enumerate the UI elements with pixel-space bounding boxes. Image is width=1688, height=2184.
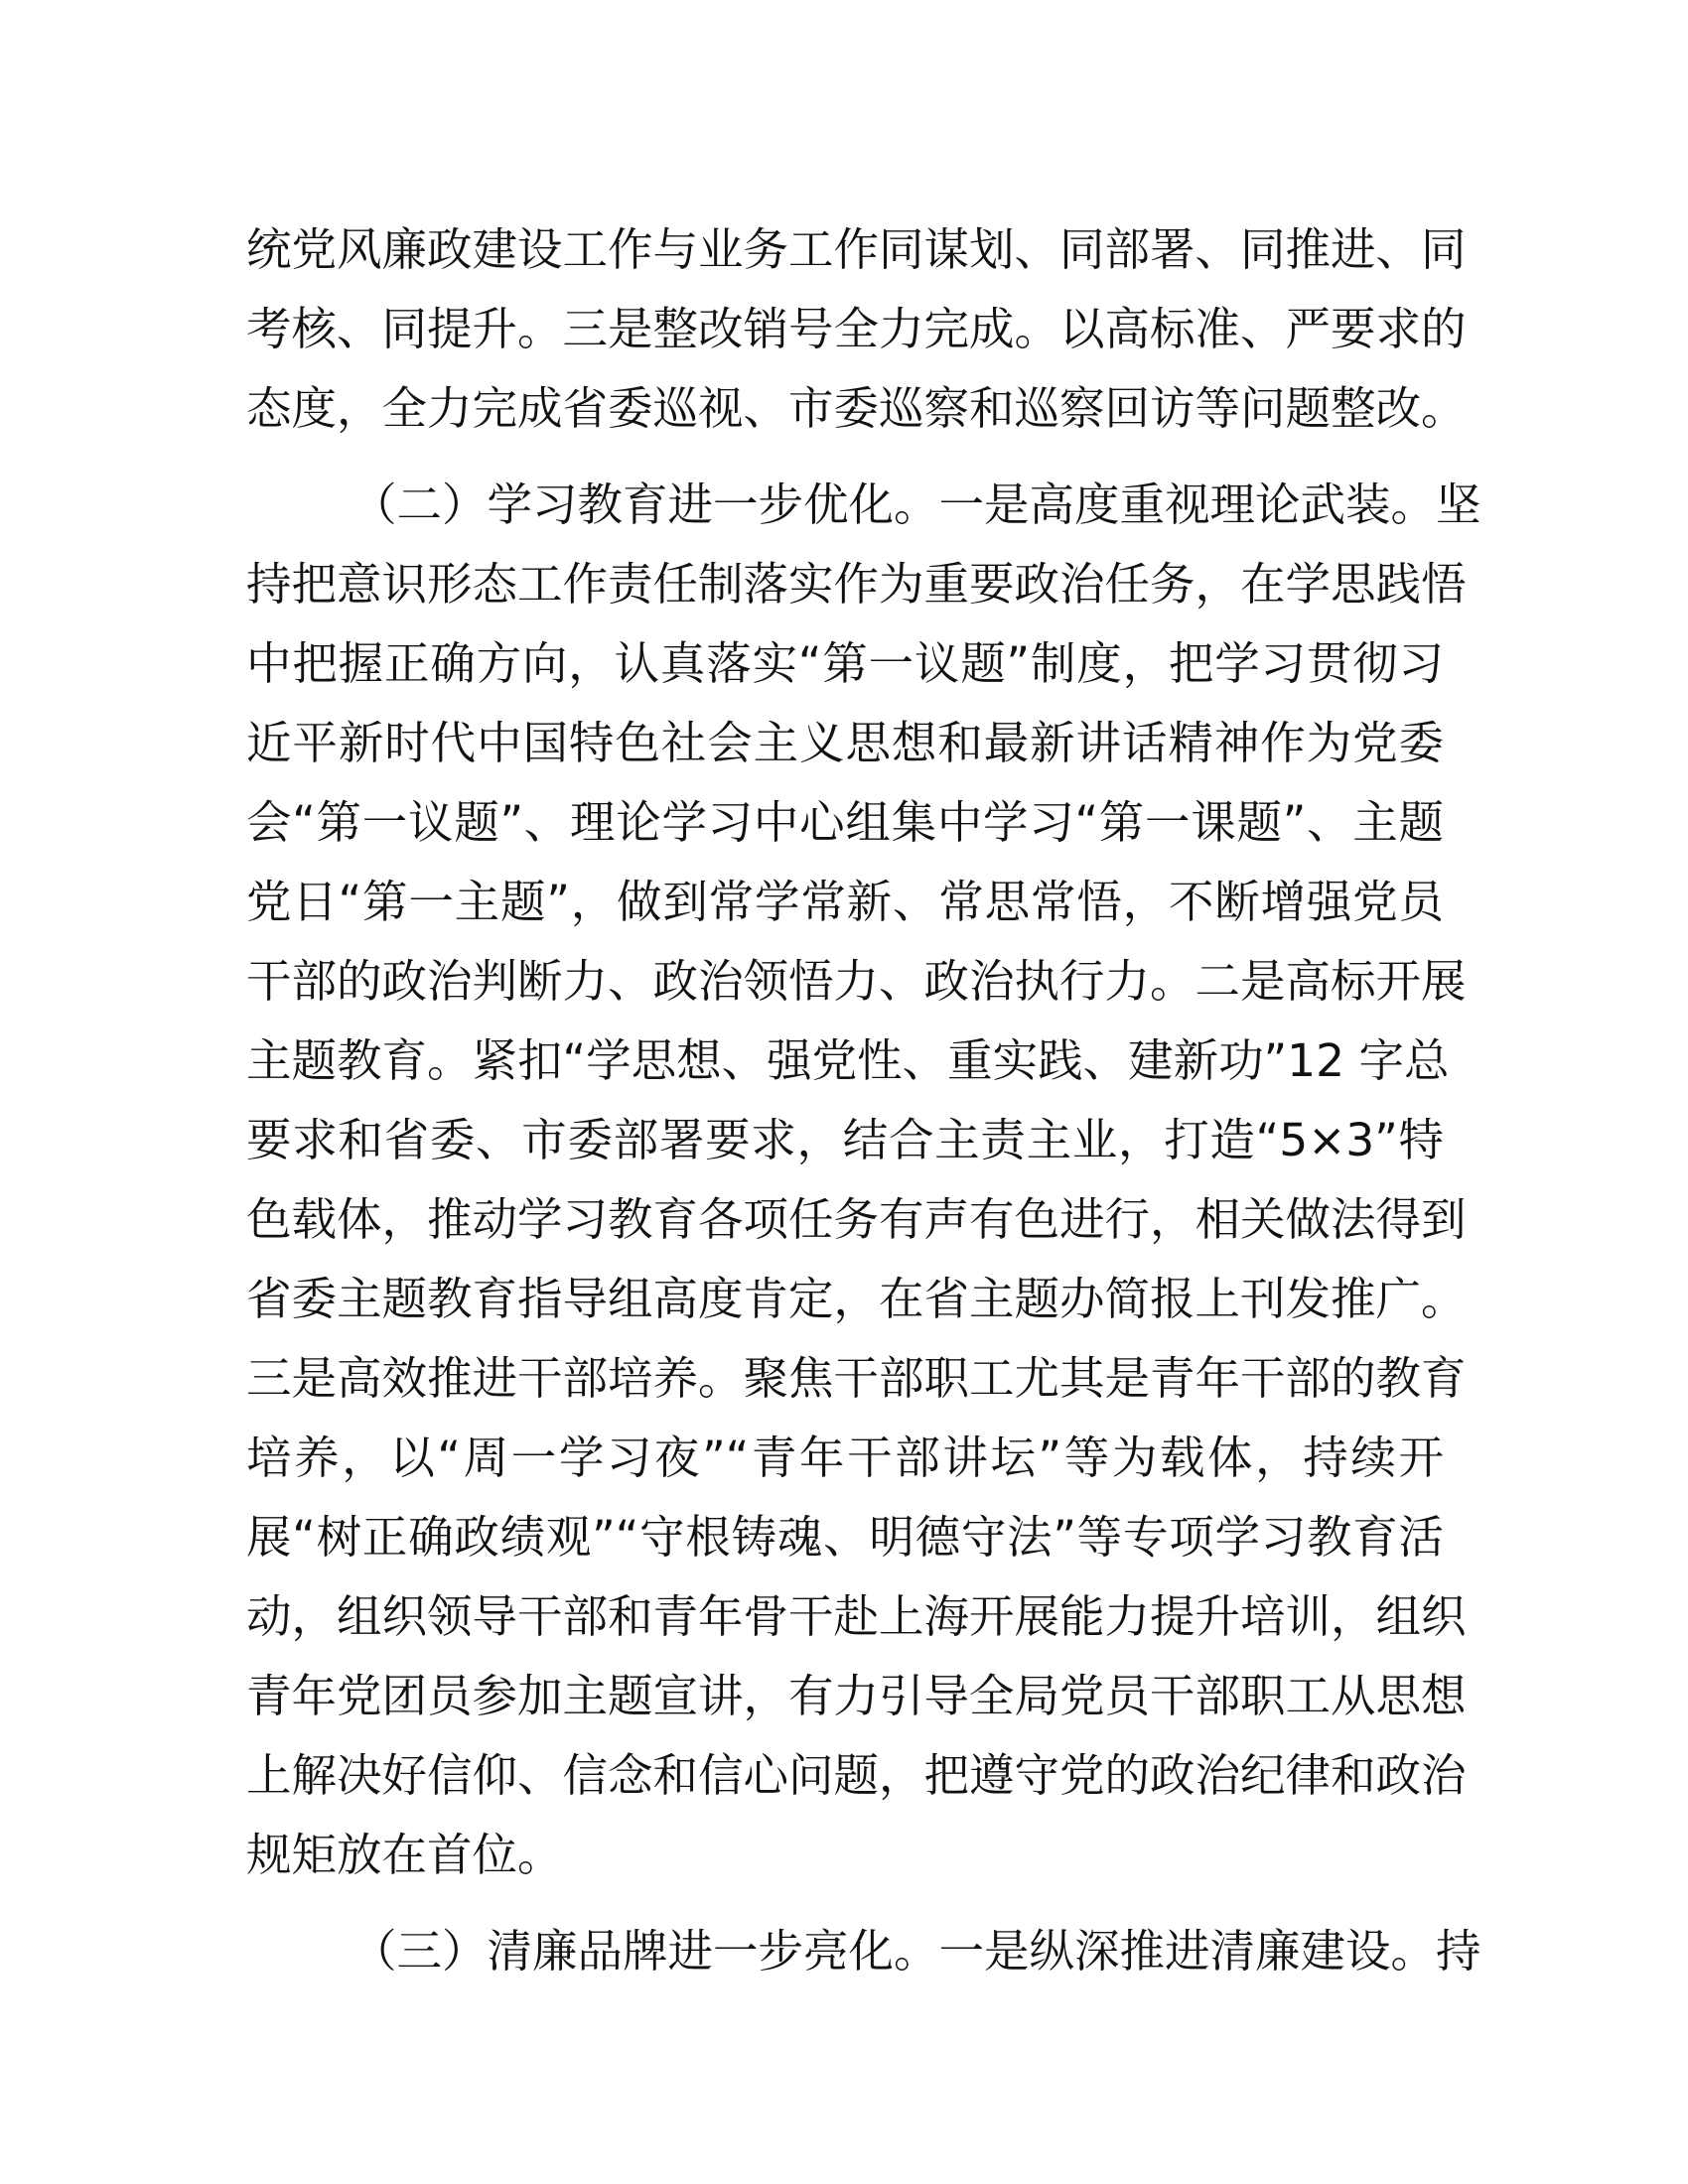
text-line: 规矩放在首位。 <box>246 1829 563 1881</box>
paragraph-spacing <box>246 1895 1444 1912</box>
text-line: 中把握正确方向，认真落实“第一议题”制度，把学习贯彻习 <box>246 637 1444 690</box>
text-line: 会“第一议题”、理论学习中心组集中学习“第一课题”、主题 <box>246 796 1444 849</box>
text-line: （三）清廉品牌进一步亮化。一是纵深推进清廉建设。持 <box>352 1925 1481 1978</box>
text-line: 展“树正确政绩观”“守根铸魂、明德守法”等专项学习教育活 <box>246 1511 1444 1564</box>
text-line: 培养，以“周一学习夜”“青年干部讲坛”等为载体，持续开 <box>246 1432 1444 1484</box>
paragraph-1 <box>246 210 1467 449</box>
body-text <box>246 210 1481 1991</box>
text-line: 动，组织领导干部和青年骨干赴上海开展能力提升培训，组织 <box>246 1590 1467 1643</box>
paragraph-2 <box>246 466 1481 1895</box>
text-line: 考核、同提升。三是整改销号全力完成。以高标准、严要求的 <box>246 303 1467 355</box>
text-line: 持把意识形态工作责任制落实作为重要政治任务，在学思践悟 <box>246 558 1467 611</box>
text-line: 省委主题教育指导组高度肯定，在省主题办简报上刊发推广。 <box>246 1273 1467 1325</box>
text-line: （二）学习教育进一步优化。一是高度重视理论武装。坚 <box>352 478 1481 531</box>
text-line: 三是高效推进干部培养。聚焦干部职工尤其是青年干部的教育 <box>246 1352 1467 1405</box>
text-line: 态度，全力完成省委巡视、市委巡察和巡察回访等问题整改。 <box>246 382 1467 435</box>
text-line: 要求和省委、市委部署要求，结合主责主业，打造“5×3”特 <box>246 1114 1444 1166</box>
paragraph-spacing <box>246 449 1444 466</box>
text-line: 干部的政治判断力、政治领悟力、政治执行力。二是高标开展 <box>246 955 1467 1008</box>
text-line: 上解决好信仰、信念和信心问题，把遵守党的政治纪律和政治 <box>246 1749 1467 1802</box>
text-line: 统党风廉政建设工作与业务工作同谋划、同部署、同推进、同 <box>246 223 1467 276</box>
text-line: 党日“第一主题”，做到常学常新、常思常悟，不断增强党员 <box>246 876 1444 928</box>
text-line: 近平新时代中国特色社会主义思想和最新讲话精神作为党委 <box>246 717 1444 769</box>
text-line: 主题教育。紧扣“学思想、强党性、重实践、建新功”12 字总 <box>246 1034 1450 1087</box>
paragraph-3 <box>246 1912 1481 1991</box>
text-line: 色载体，推动学习教育各项任务有声有色进行，相关做法得到 <box>246 1193 1467 1246</box>
text-line: 青年党团员参加主题宣讲，有力引导全局党员干部职工从思想 <box>246 1670 1467 1722</box>
